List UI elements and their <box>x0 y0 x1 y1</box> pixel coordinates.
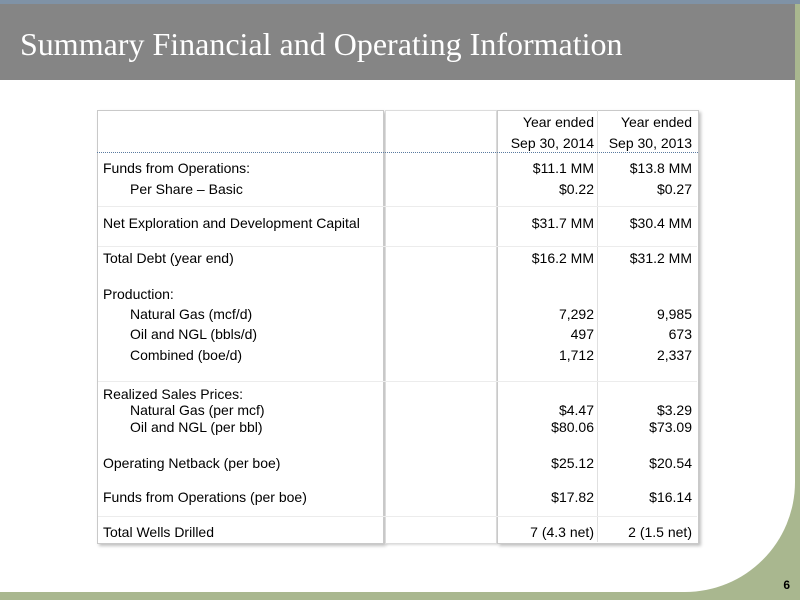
row-separator <box>98 516 697 517</box>
cell-2014: $4.47 <box>558 402 594 418</box>
cell-2014: 7 (4.3 net) <box>530 524 594 540</box>
cell-2014: 1,712 <box>558 347 594 363</box>
row-label-realized-sales-prices: Realized Sales Prices: <box>103 386 244 402</box>
cell-2013: 9,985 <box>656 306 692 322</box>
col-2013-header-line1: Year ended <box>620 114 692 130</box>
row-separator <box>98 246 697 247</box>
cell-2014: $0.22 <box>558 181 594 197</box>
cell-2013: $73.09 <box>649 419 692 435</box>
page-number: 6 <box>783 578 790 592</box>
col-2014-header-line1: Year ended <box>522 114 594 130</box>
cell-2014: 7,292 <box>558 306 594 322</box>
row-label-natural-gas: Natural Gas (mcf/d) <box>130 306 253 322</box>
row-label-oil-ngl: Oil and NGL (bbls/d) <box>130 326 258 342</box>
cell-2014: 497 <box>570 326 594 342</box>
row-label-natural-gas-price: Natural Gas (per mcf) <box>130 402 265 418</box>
cell-2013: 673 <box>668 326 692 342</box>
column-divider <box>597 110 598 542</box>
row-label-production: Production: <box>103 286 174 302</box>
row-separator <box>98 206 697 207</box>
cell-2013: $30.4 MM <box>629 215 692 231</box>
row-label-oil-ngl-price: Oil and NGL (per bbl) <box>130 419 263 435</box>
cell-2013: 2 (1.5 net) <box>628 524 692 540</box>
cell-2013: 2,337 <box>656 347 692 363</box>
cell-2013: $3.29 <box>656 402 692 418</box>
cell-2013: $31.2 MM <box>629 250 692 266</box>
row-label-combined: Combined (boe/d) <box>130 347 243 363</box>
cell-2013: $16.14 <box>649 489 692 505</box>
cell-2014: $11.1 MM <box>532 160 594 176</box>
col-2014-header-line2: Sep 30, 2014 <box>510 135 594 151</box>
cell-2014: $25.12 <box>551 455 594 471</box>
cell-2014: $80.06 <box>551 419 594 435</box>
cell-2014: $17.82 <box>551 489 594 505</box>
spacer-column-panel <box>385 110 497 544</box>
cell-2014: $16.2 MM <box>531 250 594 266</box>
row-separator <box>98 381 697 382</box>
row-label-operating-netback: Operating Netback (per boe) <box>103 455 281 471</box>
page-title: Summary Financial and Operating Information <box>20 26 623 62</box>
row-label-funds-from-operations: Funds from Operations: <box>103 160 251 176</box>
title-bar <box>0 4 795 80</box>
row-label-funds-per-boe: Funds from Operations (per boe) <box>103 489 307 505</box>
cell-2013: $20.54 <box>649 455 692 471</box>
col-2013-header-line2: Sep 30, 2013 <box>608 135 692 151</box>
cell-2014: $31.7 MM <box>531 215 594 231</box>
row-label-total-debt: Total Debt (year end) <box>103 250 234 266</box>
header-separator <box>97 152 698 153</box>
row-label-total-wells-drilled: Total Wells Drilled <box>103 524 214 540</box>
row-label-net-exploration-capital: Net Exploration and Development Capital <box>103 215 360 231</box>
cell-2013: $13.8 MM <box>629 160 692 176</box>
cell-2013: $0.27 <box>656 181 692 197</box>
row-label-per-share-basic: Per Share – Basic <box>130 181 243 197</box>
